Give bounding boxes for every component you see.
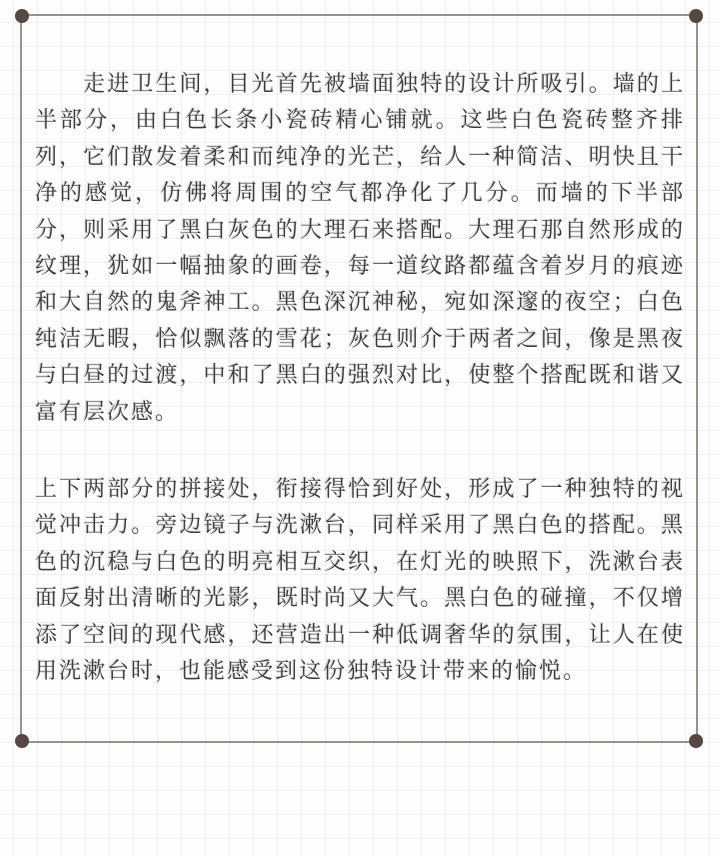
text-line: 纯洁无暇，恰似飘落的雪花；灰色则介于两者之间，像是黑夜 [35,326,685,352]
text-line: 与白昼的过渡，中和了黑白的强烈对比，使整个搭配既和谐又 [35,363,685,389]
text-line: 纹理，犹如一幅抽象的画卷，每一道纹路都蕴含着岁月的痕迹 [35,254,685,280]
text-line: 色的沉稳与白色的明亮相互交织，在灯光的映照下，洗漱台表 [35,549,685,575]
paragraph-sink-mirror [35,472,685,690]
text-line: 净的感觉，仿佛将周围的空气都净化了几分。而墙的下半部 [35,181,685,207]
text-line: 列，它们散发着柔和而纯净的光芒，给人一种简洁、明快且干 [35,144,685,170]
text-line: 走进卫生间，目光首先被墙面独特的设计所吸引。墙的上 [35,72,685,97]
corner-dot-top-right [689,9,703,23]
paragraph-wall-design [35,67,685,431]
corner-dot-bottom-left [15,734,29,748]
text-line: 面反射出清晰的光影，既时尚又大气。黑白色的碰撞，不仅增 [35,586,685,612]
text-line: 添了空间的现代感，还营造出一种低调奢华的氛围，让人在使 [35,622,685,648]
text-line: 用洗漱台时，也能感受到这份独特设计带来的愉悦。 [35,659,588,685]
essay-text [35,67,685,691]
text-line: 分，则采用了黑白灰色的大理石来搭配。大理石那自然形成的 [35,217,685,243]
corner-dot-bottom-right [689,734,703,748]
text-line: 富有层次感。 [35,399,180,425]
text-line: 和大自然的鬼斧神工。黑色深沉神秘，宛如深邃的夜空；白色 [35,290,685,316]
text-line: 半部分，由白色长条小瓷砖精心铺就。这些白色瓷砖整齐排 [35,108,685,134]
corner-dot-top-left [15,9,29,23]
text-line: 上下两部分的拼接处，衔接得恰到好处，形成了一种独特的视 [35,477,685,503]
text-line: 觉冲击力。旁边镜子与洗漱台，同样采用了黑白色的搭配。黑 [35,513,685,539]
